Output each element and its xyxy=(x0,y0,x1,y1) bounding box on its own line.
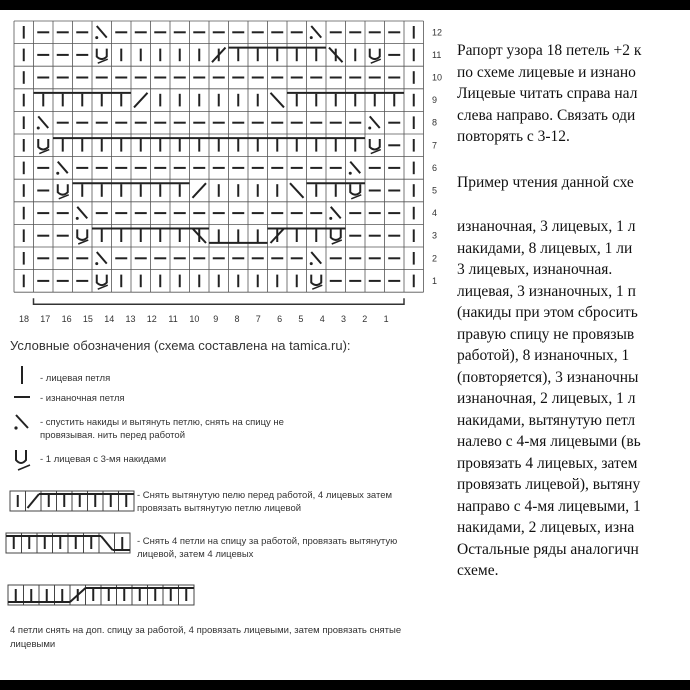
drop-dot xyxy=(76,217,79,220)
drop-dot xyxy=(37,127,40,130)
drop-symbol xyxy=(350,162,360,174)
column-number: 13 xyxy=(125,314,136,324)
column-number: 7 xyxy=(255,314,261,324)
legend-cable-left-label: - Снять вытянутую пелю перед работой, 4 лицевых затем провязать вытянутую петлю лицевой xyxy=(137,490,393,514)
row-number: 1 xyxy=(432,275,438,286)
legend-drop-dot xyxy=(14,426,17,429)
example-line: налево с 4-мя лицевыми (вь xyxy=(457,433,641,450)
row-number: 5 xyxy=(432,185,438,196)
wrap3-symbol xyxy=(77,229,87,240)
legend-cable-slant xyxy=(28,494,40,508)
example-line: накидами, 2 лицевых, изна xyxy=(457,519,635,536)
drop-symbol xyxy=(370,116,380,128)
drop-symbol xyxy=(311,252,321,264)
example-line: направо с 4-мя лицевыми, 1 xyxy=(457,497,641,515)
description-line: Рапорт узора 18 петель +2 к xyxy=(457,42,642,59)
legend-drop-label: - спустить накиды и вытянуть петлю, снять на спицу не провязывая. нить перед работой xyxy=(40,417,284,441)
chart-symbols xyxy=(24,26,414,289)
drop-dot xyxy=(56,172,59,175)
wrap3-symbol xyxy=(331,229,341,240)
column-number: 2 xyxy=(362,314,368,324)
legend-wrap3-icon xyxy=(16,450,26,463)
column-number: 6 xyxy=(277,314,283,324)
example-reading xyxy=(457,216,690,582)
column-number: 15 xyxy=(82,314,93,324)
row-number: 8 xyxy=(432,117,438,128)
row-number: 7 xyxy=(432,140,438,151)
column-number: 10 xyxy=(189,314,200,324)
example-line: (повторяется), 3 изнаночны xyxy=(457,368,639,386)
row-number: 2 xyxy=(432,253,438,264)
drop-symbol xyxy=(58,162,68,174)
row-number: 11 xyxy=(432,49,442,60)
column-number: 8 xyxy=(234,314,240,324)
legend-title: Условные обозначения (схема составлена на tamica.ru): xyxy=(10,338,351,353)
drop-dot xyxy=(368,127,371,130)
column-numbers xyxy=(19,298,404,324)
description-line: слева направо. Связать оди xyxy=(457,106,636,124)
chart-grid xyxy=(14,21,424,292)
example-line: 3 лицевых, изнаночная. xyxy=(457,261,613,278)
cable-slant xyxy=(271,93,285,108)
row-number: 12 xyxy=(432,27,443,38)
pattern-description xyxy=(457,40,690,148)
example-line: изнаночная, 2 лицевых, 1 л xyxy=(457,390,636,407)
legend-wrap3-label: - 1 лицевая с 3-мя накидами xyxy=(40,454,167,465)
drop-symbol xyxy=(311,26,321,38)
cable-slant xyxy=(134,93,148,108)
description-line: Лицевые читать справа нал xyxy=(457,85,638,102)
column-number: 9 xyxy=(213,314,219,324)
row-numbers xyxy=(432,27,442,286)
wrap3-symbol xyxy=(97,49,107,60)
drop-dot xyxy=(310,262,313,265)
example-line: (накиды при этом сбросить xyxy=(457,304,638,321)
legend-cable-4-label: 4 петли снять на доп. спицу за работой, 4 провязать лицевыми, затем провязать снятые лицевыми xyxy=(10,625,402,650)
column-number: 17 xyxy=(40,314,51,324)
row-number: 9 xyxy=(432,95,438,106)
wrap3-symbol xyxy=(97,275,107,286)
drop-dot xyxy=(95,36,98,39)
column-number: 4 xyxy=(319,314,325,324)
example-line: Остальные ряды аналогичн xyxy=(457,540,639,558)
repeat-bracket xyxy=(34,298,405,304)
wrap3-symbol xyxy=(370,139,380,150)
drop-symbol xyxy=(97,252,107,264)
description-line: повторять с 3-12. xyxy=(457,128,570,145)
column-number: 1 xyxy=(383,314,389,324)
drop-symbol xyxy=(77,207,87,219)
wrap3-symbol xyxy=(38,139,48,150)
column-number: 3 xyxy=(340,314,347,324)
example-line: правую спицу не провязыв xyxy=(457,325,635,343)
column-number: 14 xyxy=(104,314,115,324)
wrap3-symbol xyxy=(58,184,68,195)
drop-symbol xyxy=(97,26,107,38)
example-line: лицевая, 3 изнаночных, 1 п xyxy=(457,282,636,300)
cable-slant xyxy=(193,183,207,198)
drop-symbol xyxy=(38,116,48,128)
legend-drop-icon xyxy=(16,415,28,428)
row-number: 3 xyxy=(432,230,438,241)
example-line: схеме. xyxy=(457,562,499,579)
wrap3-symbol xyxy=(350,184,360,195)
legend-cable-right-label: - Снять 4 петли на спицу за работой, провязать вытянутую лицевой, затем 4 лицевых xyxy=(137,536,398,560)
row-number: 4 xyxy=(432,208,438,219)
legend-wrap3-tail xyxy=(18,465,30,470)
example-line: провязать лицевой), вытяну xyxy=(457,476,641,493)
row-number: 10 xyxy=(432,72,443,83)
drop-dot xyxy=(95,262,98,265)
example-line: накидами, 8 лицевых, 1 ли xyxy=(457,239,633,257)
column-number: 16 xyxy=(61,314,72,324)
drop-dot xyxy=(310,36,313,39)
example-line: работой), 8 изнаночных, 1 xyxy=(457,347,630,364)
drop-dot xyxy=(349,172,352,175)
drop-symbol xyxy=(331,207,341,219)
example-title: Пример чтения данной схе xyxy=(457,174,634,191)
column-number: 11 xyxy=(168,314,178,324)
row-number: 6 xyxy=(432,162,438,173)
legend-cable-slant xyxy=(101,536,113,550)
column-number: 18 xyxy=(18,314,30,324)
wrap3-symbol xyxy=(370,49,380,60)
example-line: накидами, вытянутую петл xyxy=(457,411,636,429)
wrap3-symbol xyxy=(311,275,321,286)
bottom-bar xyxy=(0,680,690,690)
description-line: по схеме лицевые и изнано xyxy=(457,63,636,81)
legend-knit-label: - лицевая петля xyxy=(40,373,111,384)
legend-purl-label: - изнаночная петля xyxy=(40,393,125,404)
example-line: изнаночная, 3 лицевых, 1 л xyxy=(457,218,636,235)
column-number: 5 xyxy=(298,314,304,324)
drop-dot xyxy=(329,217,332,220)
example-title-block xyxy=(457,172,690,194)
cable-slant xyxy=(290,183,304,198)
column-number: 12 xyxy=(146,314,157,324)
example-line: провязать 4 лицевых, затем xyxy=(457,454,638,472)
